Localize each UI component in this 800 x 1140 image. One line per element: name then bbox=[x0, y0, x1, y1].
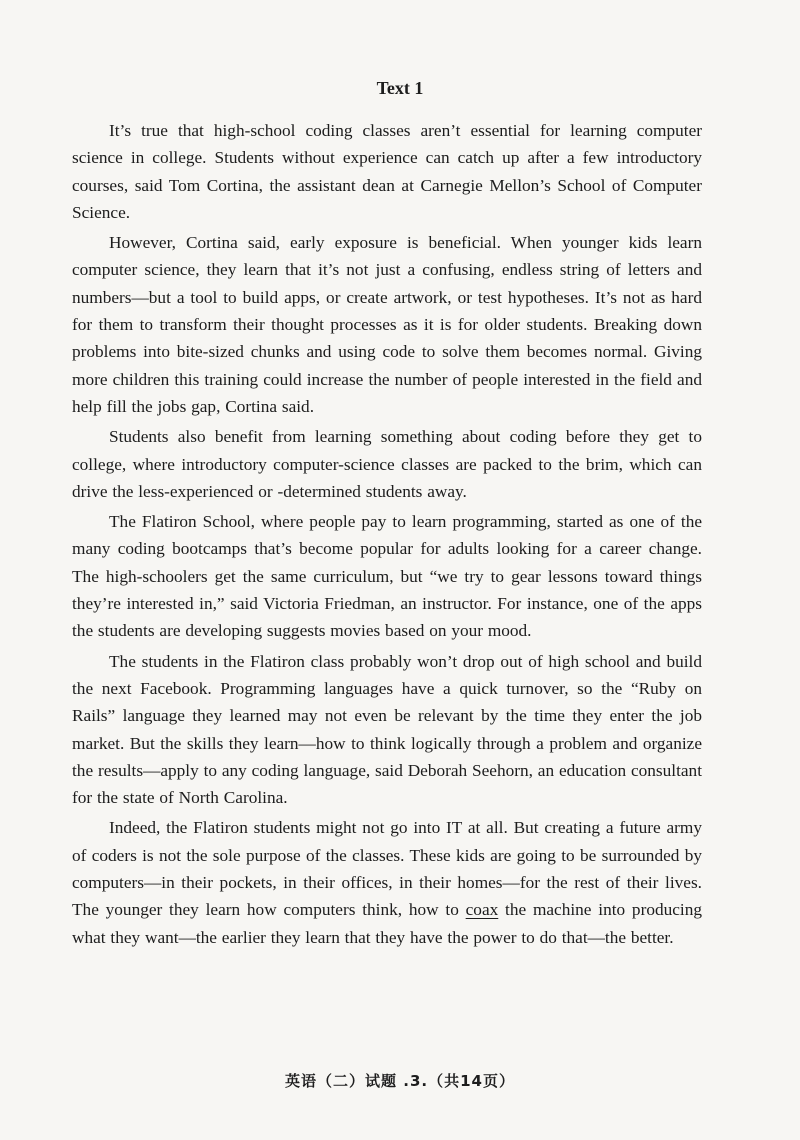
underlined-word: coax bbox=[465, 900, 499, 920]
paragraph-3: Students also benefit from learning something about coding before they get to college, where introductory computer-science classes are packed to the brim, which can drive the less-experienced or -determined students away. bbox=[72, 427, 702, 501]
paragraph-4: The Flatiron School, where people pay to learn programming, started as one of the many coding bootcamps that’s become popular for adults looking for a career change. The high-schoolers get the same curriculum, but “we try to gear lessons toward things they’re interested in,” said Victoria Friedman, an instructor. For instance, one of the apps the students are developing suggests movies based on your mood. bbox=[72, 512, 702, 641]
paragraph-5: The students in the Flatiron class probably won’t drop out of high school and build the next Facebook. Programming languages have a quick turnover, so the “Ruby on Rails” language they learned may not even be relevant by the time they enter the job market. But the skills they learn—how to think logically through a problem and organize the results—apply to any coding language, said Deborah Seehorn, an education consultant for the state of North Carolina. bbox=[72, 651, 702, 808]
paragraph-2: However, Cortina said, early exposure is beneficial. When younger kids learn computer science, they learn that it’s not just a confusing, endless string of letters and numbers—but a tool to build apps, or create artwork, or test hypotheses. It’s not as hard for them to transform their thought processes as it is for older students. Breaking down problems into bite-sized chunks and using code to solve them becomes normal. Giving more children this training could increase the number of people interested in the field and help fill the jobs gap, Cortina said. bbox=[72, 233, 702, 416]
paragraph-6-after: the machine into producing what they want—the earlier they learn that they have the power to do that—the better. bbox=[72, 900, 702, 947]
paragraph-6-before: Indeed, the Flatiron students might not go into IT at all. But creating a future army of coders is not the sole purpose of the classes. These kids are going to be surrounded by computers—in their pockets, in their offices, in their homes—for the rest of their lives. The younger they learn how computers think, how to bbox=[72, 818, 702, 920]
page-footer: 英语（二）试题 .3.（共14页） bbox=[285, 1072, 515, 1090]
paragraph-1: It’s true that high-school coding classes aren’t essential for learning computer science in college. Students without experience can catch up after a few introductory courses, said Tom Cortina, the assistant dean at Carnegie Mellon’s School of Computer Science. bbox=[72, 121, 702, 222]
paragraph-6 bbox=[72, 814, 702, 950]
passage-title: Text 1 bbox=[376, 78, 424, 98]
passage-body bbox=[72, 117, 702, 954]
